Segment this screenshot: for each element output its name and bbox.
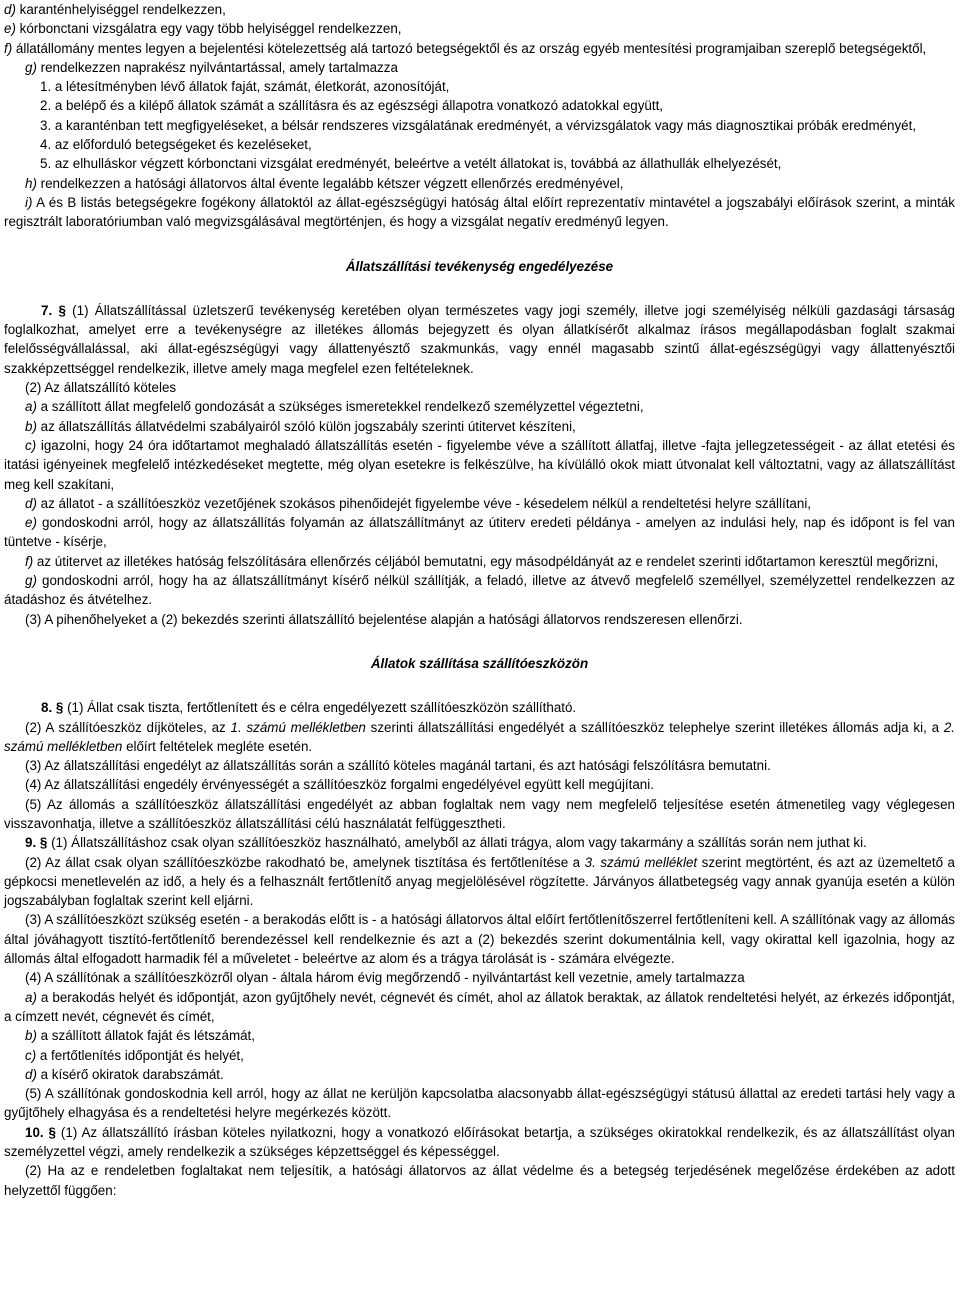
section-9-paragraph-5: (5) A szállítónak gondoskodnia kell arról, hogy az állat ne kerüljön kapcsolatba alacsonyabb állat-egészségügyi státusú állattal az eredeti tartási hely vagy a gyűjtőhely elhagyása és a rendeltetési helyre megérkezés között. [4, 1086, 955, 1121]
clause-d: d) karanténhelyiséggel rendelkezzen, [4, 2, 226, 17]
section-7-item-c: c) igazolni, hogy 24 óra időtartamot meghaladó állatszállítás esetén - figyelembe véve a szállított állatfaj, illetve -fajta jellegzetességeit - az állat etetési és itatási igényeinek megfelelő intézkedéseket megtette, még olyan esetekre is felkészülve, ha kívülálló okok miatt útvonalat kell változtatni, vagy az állatszállítást meg kell szakítani, [4, 437, 955, 492]
clause-g-item-4: 4. az előforduló betegségeket és kezeléseket, [40, 137, 312, 153]
section-9-item-c: c) a fertőtlenítés időpontját és helyét, [25, 1047, 244, 1063]
section-7-item-a: a) a szállított állat megfelelő gondozását a szükséges ismeretekkel rendelkező személyzettel végeztetni, [25, 399, 644, 415]
clause-g-item-3: 3. a karanténban tett megfigyeléseket, a bélsár rendszeres vizsgálatának eredményét, a vérvizsgálatok vagy más diagnosztikai próbák eredményét, [40, 117, 917, 133]
clause-g: g) rendelkezzen naprakész nyilvántartással, amely tartalmazza [25, 59, 398, 75]
section-7-item-b: b) az állatszállítás állatvédelmi szabályairól szóló külön jogszabály szerinti útitervet készíteni, [25, 418, 576, 434]
clause-i: i) A és B listás betegségekre fogékony állatoktól az állat-egészségügyi hatóság által előírt reprezentatív mintavétel a jogszabályi előírások szerint, a minták regisztrált laboratóriumban való megvizsgálásával megtörténjen, és hogy a vizsgálat negatív eredményű legyen. [4, 194, 955, 230]
section-8-paragraph-4: (4) Az állatszállítási engedély érvényességét a szállítóeszköz forgalmi engedélyével együtt kell megújítani. [25, 777, 654, 793]
section-9-paragraph-1: 9. § (1) Állatszállításhoz csak olyan szállítóeszköz használható, amelyből az állati trágya, alom vagy takarmány a szállítás során nem juthat ki. [25, 835, 867, 851]
section-8-paragraph-2: (2) A szállítóeszköz díjköteles, az 1. számú mellékletben szerinti állatszállítási engedélyét a szállítóeszköz telephelye szerint illetékes állomás adja ki, a 2. számú mellékletben előírt feltételek megléte esetén. [4, 719, 955, 754]
section-10-paragraph-2: (2) Ha az e rendeletben foglaltakat nem teljesítik, a hatósági állatorvos az állat védelme és a betegség terjedésének megelőzése érdekében az adott helyzettől függően: [4, 1163, 955, 1198]
clause-g-item-2: 2. a belépő és a kilépő állatok számát a szállításra és az egészségi állapotra vonatkozó adatokkal együtt, [40, 98, 664, 114]
section-9-paragraph-3: (3) A szállítóeszközt szükség esetén - a berakodás előtt is - a hatósági állatorvos által előírt fertőtlenítőszerrel fertőtleníteni kell. A szállítónak vagy az állomás által jóváhagyott tisztító-fertőtlenítő berendezéssel kell rendelkeznie és azt a (2) bekezdés szerint dokumentálnia kell, vagy okirattal kell igazolnia, hogy az állomás által elfogadott harmadik fél a műveletet - beleértve az alom és a trágya tárolását is - számára elvégezte. [4, 912, 955, 967]
section-heading-2: Állatok szállítása szállítóeszközön [370, 655, 589, 671]
section-9-item-b: b) a szállított állatok faját és létszámát, [25, 1028, 255, 1044]
clause-g-item-5: 5. az elhulláskor végzett kórbonctani vizsgálat eredményét, beleértve a vetélt állatokat is, továbbá az állathullák elhelyezését, [40, 156, 782, 172]
section-7-paragraph-1: 7. § (1) Állatszállítással üzletszerű tevékenység keretében olyan természetes vagy jogi személy, illetve jogi személyiség nélküli gazdasági társaság foglalkozhat, amelyet erre a tevékenységre az illetékes állomás bejegyzett és olyan állatkísérőt alkalmaz írásos megállapodásban foglalt szakmai felelősségvállalással, aki állat-egészségügyi vagy állattenyésztő szakmunkás, vagy ennél magasabb szintű állat-egészségügyi vagy állattenyésztői szakképzettséggel rendelkezik, illetve amely maga megfelel ezen feltételeknek. [4, 302, 955, 376]
clause-h: h) rendelkezzen a hatósági állatorvos által évente legalább kétszer végzett ellenőrzés eredményével, [25, 175, 624, 191]
section-10-paragraph-1: 10. § (1) Az állatszállító írásban köteles nyilatkozni, hogy a vonatkozó előírásokat betartja, a szükséges okiratokkal rendelkezik, és az állatszállítást olyan személyzettel végzi, amely rendelkezik a szükséges képzettséggel és képességgel. [4, 1124, 955, 1160]
section-7-item-f: f) az útitervet az illetékes hatóság felszólítására ellenőrzés céljából bemutatni, egy másodpéldányát az e rendelet szerinti időtartamon keresztül megőrizni, [25, 553, 939, 569]
clause-f: f) állatállomány mentes legyen a bejelentési kötelezettség alá tartozó betegségektől és az ország egyéb mentesítési programjaiban szereplő betegségektől, [4, 40, 927, 56]
section-9-item-d: d) a kísérő okiratok darabszámát. [25, 1066, 224, 1082]
section-7-item-g: g) gondoskodni arról, hogy ha az állatszállítmányt kísérő nélkül szállítják, a feladó, illetve az átvevő megfelelő személlyel, személyzettel rendelkezzen az átadáshoz és átvételhez. [4, 573, 955, 608]
clause-e: e) kórbonctani vizsgálatra egy vagy több helyiséggel rendelkezzen, [4, 21, 402, 37]
section-8-paragraph-3: (3) Az állatszállítási engedélyt az állatszállítás során a szállító köteles magánál tartani, és azt hatósági felszólításra bemutatni. [25, 758, 771, 774]
section-8-paragraph-1: 8. § (1) Állat csak tiszta, fertőtlenített és e célra engedélyezett szállítóeszközön szállítható. [41, 700, 577, 716]
section-7-paragraph-2: (2) Az állatszállító köteles [25, 380, 177, 396]
section-8-paragraph-5: (5) Az állomás a szállítóeszköz állatszállítási engedélyét az abban foglaltak nem vagy nem megfelelő teljesítése esetén átmenetileg vagy véglegesen visszavonhatja, illetve a szállítóeszköz állatszállítási célú használatát felfüggesztheti. [4, 796, 955, 831]
section-9-item-a: a) a berakodás helyét és időpontját, azon gyűjtőhely nevét, cégnevét és címét, ahol az állatok beraktak, az állatok rendeltetési helyét, az érkezés időpontját, a címzett nevét, cégnevét és címét, [4, 989, 955, 1024]
section-7-paragraph-3: (3) A pihenőhelyeket a (2) bekezdés szerinti állatszállító bejelentése alapján a hatósági állatorvos rendszeresen ellenőrzi. [25, 611, 743, 627]
section-heading-1: Állatszállítási tevékenység engedélyezése [345, 258, 614, 274]
section-9-paragraph-4: (4) A szállítónak a szállítóeszközről olyan - általa három évig megőrzendő - nyilvántartást kell vezetnie, amely tartalmazza [25, 970, 745, 986]
clause-g-item-1: 1. a létesítményben lévő állatok faját, számát, életkorát, azonosítóját, [40, 79, 450, 95]
section-7-item-d: d) az állatot - a szállítóeszköz vezetőjének szokásos pihenőidejét figyelembe véve - késedelem nélkül a rendeltetési helyre szállítani, [25, 495, 812, 511]
section-7-item-e: e) gondoskodni arról, hogy az állatszállítás folyamán az állatszállítmányt az útiterv eredeti példánya - amelyen az indulási hely, nap és időpont is fel van tüntetve - kísérje, [4, 515, 955, 550]
section-9-paragraph-2: (2) Az állat csak olyan szállítóeszközbe rakodható be, amelynek tisztítása és fertőtlenítése a 3. számú melléklet szerint megtörtént, és azt az üzemeltető a gépkocsi menetlevelén az idő, a hely és a felhasznált fertőtlenítő anyag megjelölésével rögzítette. Járványos állatbetegség vagy annak gyanúja esetén a külön jogszabályban foglaltak szerint kell eljárni. [4, 854, 956, 909]
